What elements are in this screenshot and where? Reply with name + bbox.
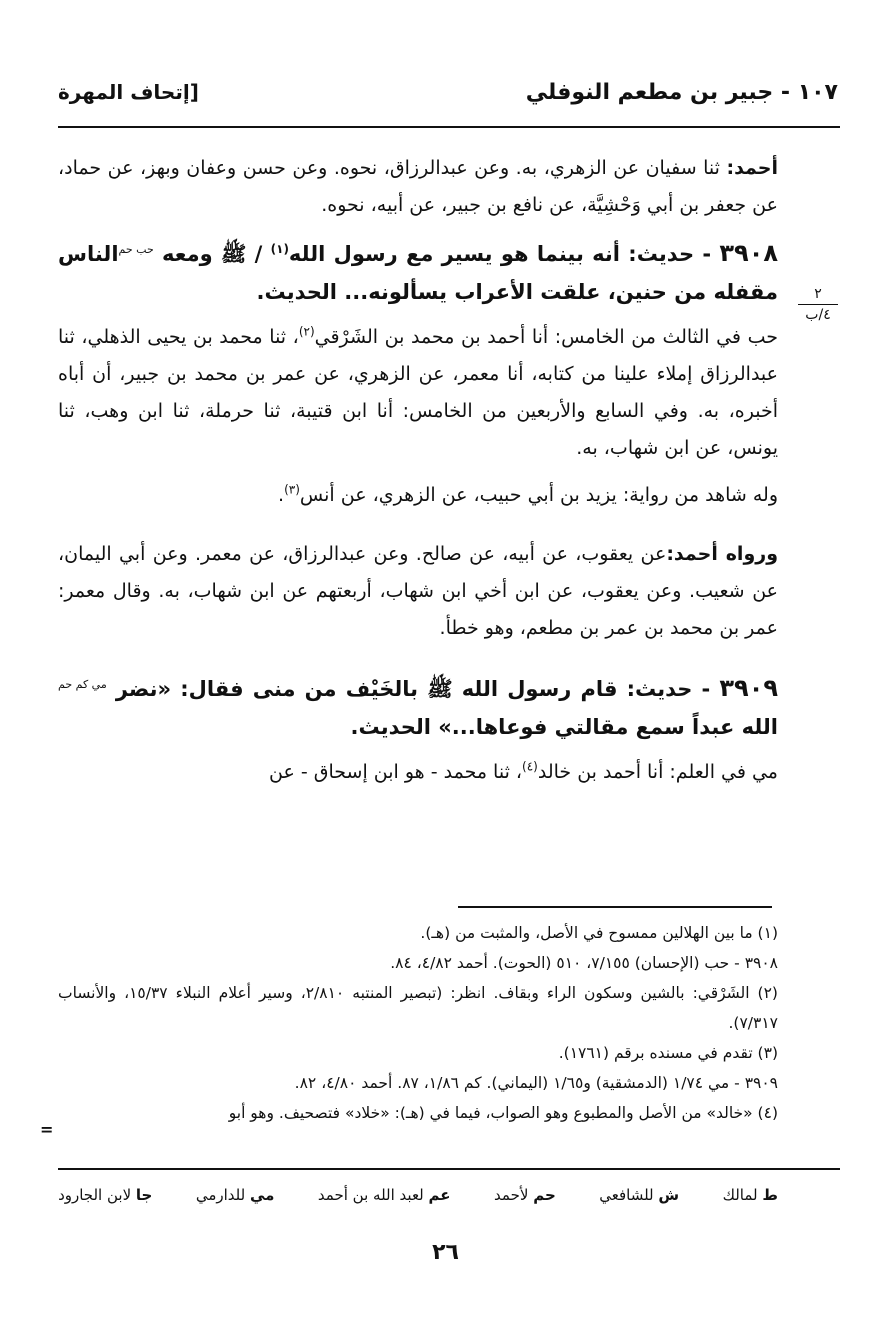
- footnote-source-3908: ٣٩٠٨ - حب (الإحسان) ٧/١٥٥، ٥١٠ (الحوت). أحمد ٤/٨٢، ٨٤.: [390, 954, 778, 972]
- footnote-3: (٣) تقدم في مسنده برقم (١٧٦١).: [558, 1044, 778, 1062]
- legend-name: لأحمد: [494, 1186, 529, 1204]
- legend-item: [58, 1186, 152, 1204]
- paragraph-ahmad-1: [58, 150, 778, 224]
- margin-note-line: [798, 304, 838, 305]
- hadith-text: قام رسول الله ﷺ بالخَيْف من منى فقال: «نضر: [106, 677, 618, 701]
- paragraph-text: مي في العلم: أنا أحمد بن خالد: [537, 761, 778, 783]
- paragraph-text: ثنا سفيان عن الزهري، به. وعن عبدالرزاق، نحوه. وعن حسن وعفان وبهز، عن حماد، عن جعفر بن أبي وَحْشِيَّة، عن نافع بن جبير، عن أبيه، نحوه.: [58, 157, 778, 216]
- chapter-title: ١٠٧ - جبير بن مطعم النوفلي: [525, 80, 838, 105]
- legend-name: للشافعي: [599, 1186, 654, 1204]
- running-header: [58, 80, 838, 120]
- hadith-text-continued: / ﷺ ومعه: [153, 242, 271, 266]
- legend-code: مي: [249, 1186, 275, 1204]
- footnote-4: (٤) «خالد» من الأصل والمطبوع وهو الصواب، فيما في (هـ): «خلاد» فتصحيف. وهو أبو: [228, 1104, 778, 1122]
- footnote-ref-4: (٤): [522, 759, 538, 774]
- footnote-1: (١) ما بين الهلالين ممسوح في الأصل، والمثبت من (هـ).: [420, 924, 778, 942]
- legend-code: جا: [135, 1186, 153, 1204]
- header-rule: [58, 126, 840, 128]
- legend-item: [318, 1186, 451, 1204]
- legend-code: عم: [428, 1186, 451, 1204]
- paragraph-lead: ورواه أحمد:: [666, 543, 779, 565]
- hadith-3909: [58, 669, 778, 746]
- source-symbols: حب حم: [118, 243, 154, 256]
- paragraph-text-continued: ، ثنا محمد - هو ابن إسحاق - عن: [269, 761, 523, 783]
- abbreviation-legend: [58, 1186, 778, 1204]
- margin-note-top: ٢: [814, 286, 822, 302]
- legend-item: [599, 1186, 679, 1204]
- margin-note-bottom: ٤/ب: [805, 307, 831, 323]
- hadith-number: ٣٩٠٩: [719, 674, 778, 702]
- legend-item: [494, 1186, 556, 1204]
- footnote-continuation-mark: =: [40, 1120, 54, 1139]
- paragraph-text: حب في الثالث من الخامس: أنا أحمد بن محمد بن الشَرْقي: [314, 326, 778, 348]
- legend-name: للدارمي: [195, 1186, 246, 1204]
- footnote-rule: [458, 906, 772, 908]
- hadith-text-end: الناس مقفله من حنين، علقت الأعراب يسألونه... الحديث.: [58, 242, 778, 304]
- main-text: [58, 150, 778, 801]
- legend-rule: [58, 1168, 840, 1170]
- legend-code: حم: [533, 1186, 556, 1204]
- legend-name: لابن الجارود: [58, 1186, 132, 1204]
- legend-name: لعبد الله بن أحمد: [317, 1186, 424, 1204]
- paragraph-text-continued: ، ثنا محمد بن يحيى الذهلي، ثنا عبدالرزاق إملاء علينا من كتابه، أنا معمر، عن الزهري، عن عمر بن محمد بن جبير، أن أباه أخبره، به. وفي السابع والأربعين من الخامس: أنا ابن قتيبة، ثنا حرملة، ثنا ابن وهب، ثنا يونس، عن ابن شهاب، به.: [58, 326, 778, 459]
- source-symbols: مي كم حم: [58, 678, 107, 691]
- margin-note: [796, 286, 840, 323]
- hadith-3908: [58, 234, 778, 311]
- footnote-source-3909: ٣٩٠٩ - مي ١/٧٤ (الدمشقية) و١/٦٥ (اليماني). كم ١/٨٦، ٨٧. أحمد ٤/٨٠، ٨٢.: [294, 1074, 778, 1092]
- paragraph-text-end: .: [278, 484, 285, 506]
- legend-name: لمالك: [722, 1186, 758, 1204]
- legend-item: [196, 1186, 275, 1204]
- hadith-label: - حديث:: [617, 677, 720, 701]
- footnote-ref-1: (١): [270, 242, 289, 256]
- paragraph-ahmad-2: [58, 536, 778, 647]
- paragraph-hibban: [58, 319, 778, 467]
- page-number: ٢٦: [432, 1240, 459, 1265]
- paragraph-lead: أحمد:: [726, 157, 778, 179]
- paragraph-shahid: [58, 477, 778, 514]
- hadith-text: أنه بينما هو يسير مع رسول الله: [288, 242, 620, 266]
- paragraph-text: عن يعقوب، عن أبيه، عن صالح. وعن عبدالرزاق، عن معمر. وعن أبي اليمان، عن شعيب. وعن يعقوب، عن ابن أخي ابن شهاب، أربعتهم عن ابن شهاب، به. وقال معمر: عمر بن محمد بن عمر بن مطعم، وهو خطأ.: [58, 543, 778, 639]
- footnote-2: (٢) الشَرْقي: بالشين وسكون الراء وبقاف. انظر: (تبصير المنتبه ٢/٨١٠، وسير أعلام النبلاء ١٥/٣٧، والأنساب ٧/٣١٧).: [58, 984, 778, 1032]
- legend-code: ش: [658, 1186, 680, 1204]
- footnote-ref-2: (٢): [298, 324, 315, 339]
- hadith-label: - حديث:: [620, 242, 720, 266]
- paragraph-darimi: [58, 754, 778, 791]
- legend-code: ط: [762, 1186, 778, 1204]
- hadith-text-end: الله عبداً سمع مقالتي فوعاها...» الحديث.: [350, 715, 778, 739]
- book-title: [إتحاف المهرة: [58, 80, 199, 104]
- footnotes: [58, 918, 778, 1128]
- legend-item: [723, 1186, 778, 1204]
- hadith-number: ٣٩٠٨: [719, 239, 778, 267]
- paragraph-text: وله شاهد من رواية: يزيد بن أبي حبيب، عن الزهري، عن أنس: [299, 484, 778, 506]
- footnote-ref-3: (٣): [284, 482, 300, 497]
